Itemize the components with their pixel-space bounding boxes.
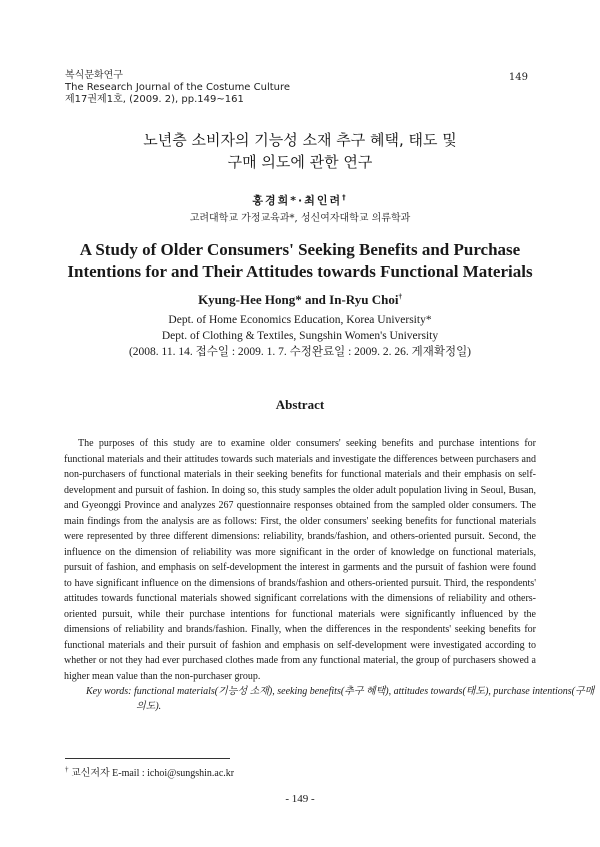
corresponding-dagger-en: † xyxy=(398,292,402,301)
title-korean-line2: 구매 의도에 관한 연구 xyxy=(227,153,373,171)
header-page-number: 149 xyxy=(508,72,528,83)
title-english-line1: A Study of Older Consumers' Seeking Benefits and Purchase xyxy=(79,240,521,259)
corresponding-dagger: † xyxy=(342,193,348,202)
footnote-dagger: † xyxy=(65,765,69,774)
affiliation-english xyxy=(0,312,600,360)
title-english xyxy=(40,239,560,283)
footnote-divider xyxy=(65,758,230,759)
affiliation-korean: 고려대학교 가정교육과*, 성신여자대학교 의류학과 xyxy=(189,213,411,224)
keywords: Key words: functional materials(기능성 소재), seeking benefits(추구 혜택), attitudes towards(태도), purchase intentions(구매 의도). xyxy=(86,686,595,712)
authors-korean xyxy=(0,192,600,208)
affiliation-english-line1: Dept. of Home Economics Education, Korea University* xyxy=(168,314,432,326)
journal-name-en: The Research Journal of the Costume Culture xyxy=(65,82,291,93)
footnote-text: 교신저자 E-mail : ichoi@sungshin.ac.kr xyxy=(71,768,235,779)
footnote xyxy=(65,764,234,779)
abstract-heading: Abstract xyxy=(275,397,325,412)
title-korean-line1: 노년층 소비자의 기능성 소재 추구 혜택, 태도 및 xyxy=(143,131,457,149)
abstract-body: The purposes of this study are to examine older consumers' seeking benefits and purchase intentions for functional materials and their attitudes towards such materials and investigate the differences between purchasers and non-purchasers of functional materials in their seeking benefits for functional materials and their emphasis on self-development and pursuit of fashion. In doing so, this study samples the older adult population living in Seoul, Busan, and Gyeonggi Province and analyzes 267 questionnaire responses obtained from the sampled older consumers. The main findings from the analysis are as follows: First, the older consumers' seeking benefits for functional materials were represented by three different dimensions: reliability, brands/fashion, and others-oriented pursuit. Second, the influence on the dimension of reliability was more significant in the order of knowledge on functional materials, pursuit of fashion, and emphasis on self-development the interest in garments and the pursuit of fashion were found to have significant influence on the dimensions of brands/fashion and others-oriented pursuit. Third, the respondents' attitudes towards functional materials showed significant correlations with the dimensions of reliability and others-oriented pursuit, while their purchase intentions for functional materials were significantly influenced by the dimensions of reliability and brands/fashion. Finally, when the differences in the respondents' seeking benefits for functional materials and their pursuit of fashion and emphasis on self-development were investigated according to whether or not they had ever purchased clothes made from any functional material, the group of purchasers showed a higher mean value than the non-purchaser group. xyxy=(64,438,536,682)
title-english-line2: Intentions for and Their Attitudes towards Functional Materials xyxy=(67,262,533,281)
authors-english-names: Kyung-Hee Hong* and In-Ryu Choi xyxy=(198,292,399,307)
journal-volume: 제17권제1호, (2009. 2), pp.149~161 xyxy=(65,94,244,105)
authors-english xyxy=(0,292,600,308)
title-korean xyxy=(0,129,600,173)
submission-dates: (2008. 11. 14. 접수일 : 2009. 1. 7. 수정완료일 : 2009. 2. 26. 게재확정일) xyxy=(128,346,472,358)
footer-page-number: - 149 - xyxy=(285,793,315,805)
journal-header xyxy=(65,70,290,106)
authors-korean-names: 홍경희*·최인려 xyxy=(252,194,343,207)
affiliation-english-line2: Dept. of Clothing & Textiles, Sungshin Women's University xyxy=(161,330,439,342)
journal-name-ko: 복식문화연구 xyxy=(65,70,123,81)
